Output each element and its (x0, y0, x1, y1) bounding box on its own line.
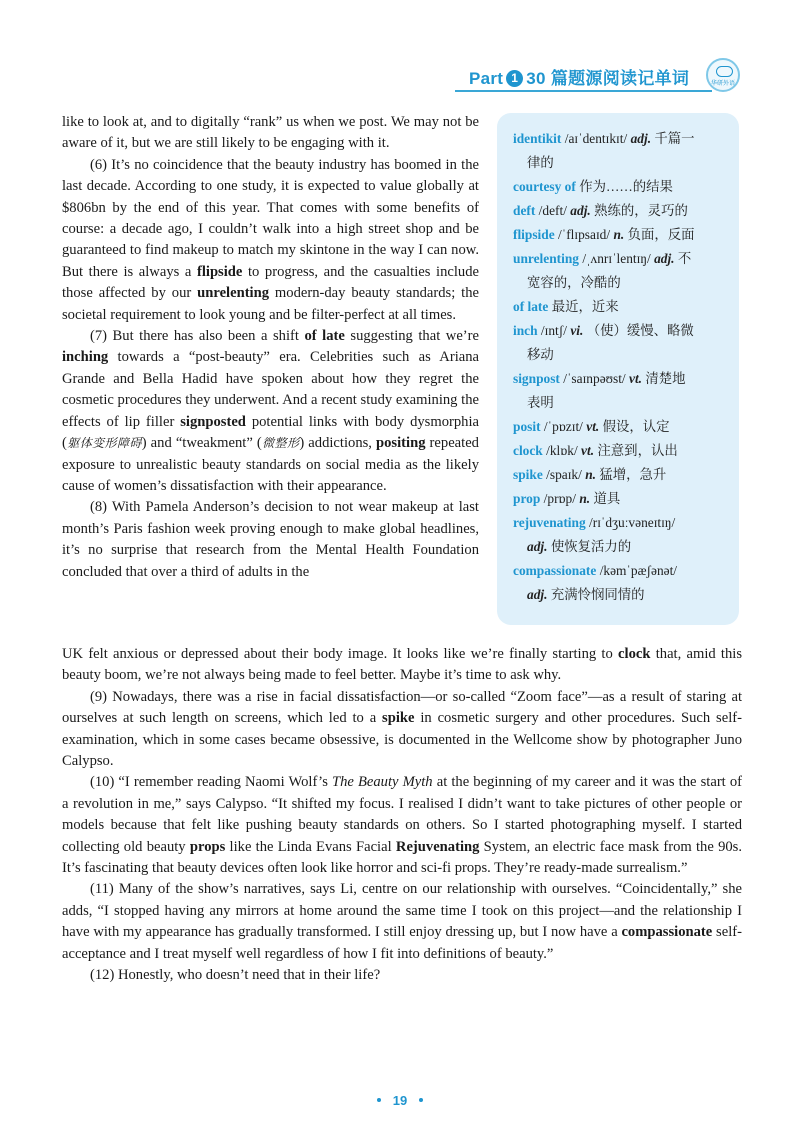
vocab-pos: n. (613, 227, 625, 242)
vocab-definition: 作为……的结果 (579, 179, 673, 194)
vocab-word: compassionate (513, 563, 597, 578)
vocab-entry (513, 223, 729, 247)
vocab-phonetic: /klɒk/ (546, 443, 578, 458)
vocab-phonetic: /prɒp/ (543, 491, 576, 506)
vocab-word: spike (513, 467, 543, 482)
page-header (455, 60, 740, 94)
paragraph-7: (7) But there has also been a shift of late suggesting that we’re inching towards a “post-beauty” era. Celebrities such as Ariana Grande and Bella Hadid have spoken about how they regret the cosmetic procedures they underwent. And a recent study examining the effects of lip filler signposted potential links with body dysmorphia (躯体变形障碍) and “tweakment” (微整形) addictions, positing repeated exposure to unrealistic beauty standards on social media as the likely cause of women’s dissatisfaction with their appearance. (62, 328, 480, 494)
paragraph-8-start: (8) With Pamela Anderson’s decision to not wear makeup at last month’s Paris fashion week proving enough to make global headlines, it’s no surprise that research from the Mental Health Foundation concluded that over a third of adults in the (62, 499, 479, 580)
vocab-entry (513, 415, 729, 439)
vocab-definition: 千篇一 (654, 131, 695, 146)
article-full-width (62, 644, 742, 987)
vocab-word: unrelenting (513, 251, 579, 266)
vocab-definition-cont: 宽容的，冷酷的 (527, 275, 621, 290)
vocab-definition-cont: 表明 (527, 395, 554, 410)
vocab-definition: 负面，反面 (627, 227, 695, 242)
vocab-definition: 最近，近来 (551, 299, 619, 314)
vocab-definition: 不 (677, 251, 692, 266)
vocab-phonetic: /spaɪk/ (546, 467, 582, 482)
vocab-pos: vt. (629, 371, 643, 386)
vocab-pos: adj. (654, 251, 675, 266)
vocab-phonetic: /ˈflɪpsaɪd/ (558, 227, 611, 242)
vocab-entry (513, 127, 729, 175)
publisher-logo (706, 58, 740, 92)
header-underline (455, 90, 712, 92)
section-title (469, 64, 689, 89)
paragraph-12: (12) Honestly, who doesn’t need that in their life? (90, 967, 381, 984)
vocab-word: flipside (513, 227, 555, 242)
vocab-phonetic: /aɪˈdentɪkɪt/ (564, 131, 628, 146)
vocab-definition: 注意到，认出 (597, 443, 678, 458)
page-number: 19 (0, 1093, 800, 1108)
logo-text: 华研外语 (710, 80, 735, 87)
paragraph-9: (9) Nowadays, there was a rise in facial dissatisfaction—or so-called “Zoom face”—as a result of staring at ourselves at such length on screens, which led to a spike in cosmetic surgery and other procedures. Such self-examination, which in some cases became obsessive, is documented in the Wellcome show by photographer Juno Calypso. (62, 688, 742, 770)
vocab-definition: （使）缓慢、略微 (586, 323, 694, 338)
vocab-entry (513, 319, 729, 367)
vocab-phonetic: /deft/ (538, 203, 567, 218)
vocab-definition: 清楚地 (645, 371, 686, 386)
vocab-pos: n. (579, 491, 591, 506)
vocab-entry (513, 199, 729, 223)
paragraph-intro: like to look at, and to digitally “rank” us when we post. We may not be aware of it, but we are still likely to be engaging with it. (62, 114, 479, 152)
vocab-phonetic: /ɪntʃ/ (540, 323, 567, 338)
vocab-entry (513, 295, 729, 319)
article-column (62, 112, 479, 583)
paragraph-10: (10) “I remember reading Naomi Wolf’s The Beauty Myth at the beginning of my career and it was the start of a revolution in me,” says Calypso. “It shifted my focus. I realised I didn’t want to take pictures of other people or models because that felt like pushing beauty standards on others. So I started photographing myself. I started collecting old beauty props like the Linda Evans Facial Rejuvenating System, an electric face mask from the 90s. It’s fascinating that beauty devices often look like horror and sci-fi props. They’re ready-made surrealism.” (62, 774, 742, 877)
vocab-definition-cont: adj. 使恢复活力的 (527, 539, 632, 554)
vocab-word: prop (513, 491, 541, 506)
vocab-entry (513, 559, 729, 607)
book-title: 30 篇题源阅读记单词 (526, 69, 690, 88)
vocab-entry (513, 511, 729, 559)
vocab-definition-cont: adj. 充满怜悯同情的 (527, 587, 645, 602)
vocab-word: of late (513, 299, 549, 314)
vocab-phonetic: /kəmˈpæʃənət/ (599, 563, 678, 578)
vocab-definition: 假设，认定 (602, 419, 670, 434)
cloud-icon (716, 66, 733, 77)
vocab-word: inch (513, 323, 538, 338)
vocab-pos: vt. (581, 443, 595, 458)
vocab-entry (513, 463, 729, 487)
paragraph-8-end: UK felt anxious or depressed about their body image. It looks like we’re finally starting to clock that, amid this beauty boom, we’re not always being made to feel better. Maybe it’s time to ask why. (62, 646, 742, 684)
vocab-definition: 猛增，急升 (599, 467, 667, 482)
vocab-entry (513, 367, 729, 415)
vocab-entry (513, 439, 729, 463)
vocab-definition: 熟练的，灵巧的 (594, 203, 688, 218)
vocab-phonetic: /ˌʌnrɪˈlentɪŋ/ (582, 251, 651, 266)
part-number-badge: 1 (506, 70, 523, 87)
vocab-pos: vt. (586, 419, 600, 434)
vocab-word: deft (513, 203, 536, 218)
part-label: Part (469, 69, 504, 88)
vocab-pos: n. (585, 467, 597, 482)
vocab-phonetic: /ˈsaɪnpəʊst/ (563, 371, 626, 386)
vocab-word: posit (513, 419, 541, 434)
vocab-word: clock (513, 443, 543, 458)
vocab-word: courtesy of (513, 179, 576, 194)
vocab-word: signpost (513, 371, 560, 386)
vocab-phonetic: /rɪˈdʒuːvəneɪtɪŋ/ (589, 515, 676, 530)
vocab-entry (513, 247, 729, 295)
vocab-entry (513, 175, 729, 199)
vocab-phonetic: /ˈpɒzɪt/ (543, 419, 583, 434)
vocab-definition-cont: 律的 (527, 155, 554, 170)
vocab-pos: vi. (570, 323, 584, 338)
vocab-definition: 道具 (593, 491, 621, 506)
vocab-word: identikit (513, 131, 562, 146)
paragraph-6: (6) It’s no coincidence that the beauty industry has boomed in the last decade. According to one study, it is expected to value globally at $806bn by the end of this year. That comes with some benefits of course: a decade ago, I couldn’t walk into a high street shop and be guaranteed to find makeup to match my skintone in the way I can now. But there is always a flipside to progress, and the casualties include those affected by our unrelenting modern-day beauty standards; the societal requirement to look young and be filter-perfect at all times. (62, 156, 479, 323)
vocabulary-sidebar (497, 113, 739, 625)
vocab-pos: adj. (630, 131, 652, 146)
vocab-definition-cont: 移动 (527, 347, 554, 362)
vocab-entry (513, 487, 729, 511)
vocab-pos: adj. (570, 203, 591, 218)
vocab-word: rejuvenating (513, 515, 586, 530)
paragraph-11: (11) Many of the show’s narratives, says Li, centre on our relationship with ourselves. “Coincidentally,” she adds, “I stopped having any mirrors at home around the same time I took on this project—and the relationship I have with my appearance has gradually transformed. I still enjoy dressing up, but I now have a compassionate self-acceptance and I treat myself well regardless of how I fit into definitions of beauty.” (62, 881, 742, 962)
